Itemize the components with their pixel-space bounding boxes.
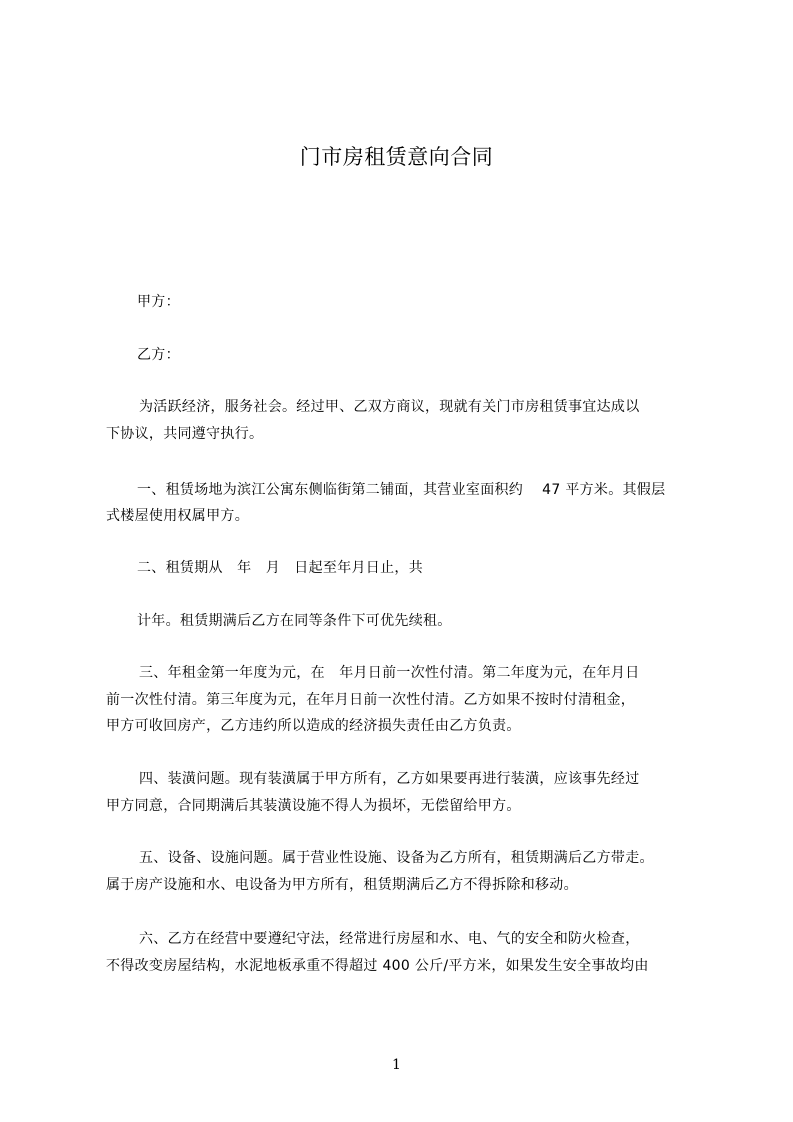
party-a-label: 甲方： xyxy=(137,294,180,310)
clause-1-line-2: 式楼屋使用权属甲方。 xyxy=(106,508,249,524)
preamble-line-2: 下协议，共同遵守执行。 xyxy=(106,426,264,442)
clause-4-line-2: 甲方同意，合同期满后其装潢设施不得人为损坏，无偿留给甲方。 xyxy=(106,798,521,814)
clause-1-line-1: 一、租赁场地为滨江公寓东侧临街第二铺面，其营业室面积约 47 平方米。其假层 xyxy=(137,482,666,498)
clause-2-line-2: 计年。租赁期满后乙方在同等条件下可优先续租。 xyxy=(137,613,452,629)
clause-3-line-1: 三、年租金第一年度为元，在 年月日前一次性付清。第二年度为元，在年月日 xyxy=(139,665,640,681)
document-title: 门市房租赁意向合同 xyxy=(299,145,494,169)
preamble-line-1: 为活跃经济，服务社会。经过甲、乙双方商议，现就有关门市房租赁事宜达成以 xyxy=(139,399,640,415)
clause-4-line-1: 四、装潢问题。现有装潢属于甲方所有，乙方如果要再进行装潢，应该事先经过 xyxy=(139,771,640,787)
clause-5-line-2: 属于房产设施和水、电设备为甲方所有，租赁期满后乙方不得拆除和移动。 xyxy=(106,877,578,893)
clause-5-line-1: 五、设备、设施问题。属于营业性设施、设备为乙方所有，租赁期满后乙方带走。 xyxy=(139,850,654,866)
party-b-label: 乙方： xyxy=(137,347,180,363)
clause-6-line-1: 六、乙方在经营中要遵纪守法，经常进行房屋和水、电、气的安全和防火检查， xyxy=(139,931,640,947)
clause-3-line-2: 前一次性付清。第三年度为元，在年月日前一次性付清。乙方如果不按时付清租金， xyxy=(106,692,636,708)
clause-3-line-3: 甲方可收回房产，乙方违约所以造成的经济损失责任由乙方负责。 xyxy=(106,718,521,734)
page-number: 1 xyxy=(392,1057,401,1073)
clause-2-line-1: 二、租赁期从 年 月 日起至年月日止，共 xyxy=(137,560,423,576)
clause-6-line-2: 不得改变房屋结构，水泥地板承重不得超过 400 公斤/平方米，如果发生安全事故均由 xyxy=(106,958,649,974)
